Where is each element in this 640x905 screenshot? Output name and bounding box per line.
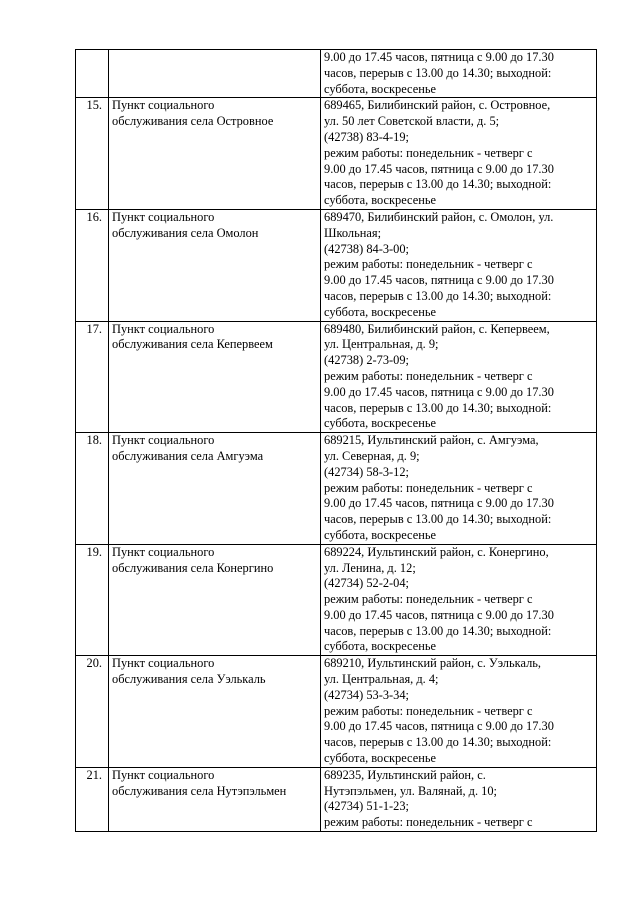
facility-address-line: суббота, воскресенье: [324, 304, 436, 319]
facility-address-line: режим работы: понедельник - четверг с: [324, 257, 533, 272]
facility-address-line: (42734) 53-3-34;: [324, 687, 409, 702]
facility-name-cell: [109, 767, 321, 831]
facility-name-line: Пункт социального: [112, 98, 215, 113]
facility-name-line: обслуживания села Амгуэма: [112, 448, 264, 463]
facility-address-line: часов, перерыв с 13.00 до 14.30; выходной:: [324, 735, 552, 750]
table-row: [76, 209, 597, 321]
facility-address-line: Нутэпэльмен, ул. Валянай, д. 10;: [324, 783, 497, 798]
facility-address-line: (42738) 84-3-00;: [324, 241, 409, 256]
facility-name-cell: [109, 544, 321, 656]
table-row: [76, 321, 597, 433]
facility-address-line: часов, перерыв с 13.00 до 14.30; выходной:: [324, 512, 552, 527]
facility-address-line: часов, перерыв с 13.00 до 14.30; выходной:: [324, 288, 552, 303]
facility-address-line: суббота, воскресенье: [324, 416, 436, 431]
facilities-table: [75, 49, 597, 832]
facility-address-line: 689235, Иультинский район, с.: [324, 767, 486, 782]
facility-name-line: Пункт социального: [112, 433, 215, 448]
facility-address-line: (42734) 52-2-04;: [324, 576, 409, 591]
facility-address-line: часов, перерыв с 13.00 до 14.30; выходной:: [324, 400, 552, 415]
facility-address-cell: [321, 50, 597, 98]
facility-address-line: режим работы: понедельник - четверг с: [324, 703, 533, 718]
facility-address-line: 9.00 до 17.45 часов, пятница с 9.00 до 17.30: [324, 161, 554, 176]
facility-name-line: обслуживания села Кепервеем: [112, 337, 273, 352]
table-row: [76, 656, 597, 768]
facility-address-cell: [321, 433, 597, 545]
facility-name-line: Пункт социального: [112, 321, 215, 336]
facility-name-line: Пункт социального: [112, 544, 215, 559]
facility-address-line: ул. 50 лет Советской власти, д. 5;: [324, 114, 500, 129]
facility-address-line: часов, перерыв с 13.00 до 14.30; выходной:: [324, 177, 552, 192]
facility-address-line: 689480, Билибинский район, с. Кепервеем,: [324, 321, 550, 336]
facility-address-line: (42734) 51-1-23;: [324, 799, 409, 814]
facility-address-line: 9.00 до 17.45 часов, пятница с 9.00 до 17.30: [324, 607, 554, 622]
table-row: [76, 98, 597, 210]
facility-address-line: 689224, Иультинский район, с. Конергино,: [324, 544, 549, 559]
row-number-cell: 15.: [76, 98, 109, 210]
facility-address-cell: [321, 767, 597, 831]
row-number-cell: 17.: [76, 321, 109, 433]
facility-name-line: обслуживания села Уэлькаль: [112, 672, 266, 687]
facility-address-line: (42738) 83-4-19;: [324, 129, 409, 144]
row-number-cell: 16.: [76, 209, 109, 321]
facility-name-line: обслуживания села Островное: [112, 114, 274, 129]
facility-address-line: суббота, воскресенье: [324, 751, 436, 766]
facility-name-cell: [109, 98, 321, 210]
table-row: [76, 544, 597, 656]
facility-address-line: режим работы: понедельник - четверг с: [324, 592, 533, 607]
facility-address-line: режим работы: понедельник - четверг с: [324, 145, 533, 160]
facility-name-line: обслуживания села Нутэпэльмен: [112, 783, 287, 798]
facility-address-line: 9.00 до 17.45 часов, пятница с 9.00 до 17.30: [324, 273, 554, 288]
facility-address-cell: [321, 656, 597, 768]
facility-address-cell: [321, 209, 597, 321]
facility-name-line: обслуживания села Омолон: [112, 225, 259, 240]
facility-name-cell: [109, 209, 321, 321]
facility-address-line: 9.00 до 17.45 часов, пятница с 9.00 до 17.30: [324, 496, 554, 511]
facility-name-cell: [109, 50, 321, 98]
row-number-cell: 21.: [76, 767, 109, 831]
facilities-table-body: [76, 50, 597, 832]
facility-address-line: суббота, воскресенье: [324, 193, 436, 208]
facility-address-line: 9.00 до 17.45 часов, пятница с 9.00 до 17.30: [324, 50, 554, 64]
facility-address-line: суббота, воскресенье: [324, 81, 436, 96]
facility-address-line: 689470, Билибинский район, с. Омолон, ул.: [324, 209, 554, 224]
facility-name-cell: [109, 321, 321, 433]
facility-name-cell: [109, 656, 321, 768]
facility-address-line: (42738) 2-73-09;: [324, 353, 409, 368]
facility-address-line: 689465, Билибинский район, с. Островное,: [324, 98, 551, 113]
facility-address-line: (42734) 58-3-12;: [324, 464, 409, 479]
row-number-cell: 18.: [76, 433, 109, 545]
facility-address-cell: [321, 321, 597, 433]
facility-address-cell: [321, 98, 597, 210]
facility-address-line: ул. Центральная, д. 9;: [324, 337, 439, 352]
facility-address-line: 9.00 до 17.45 часов, пятница с 9.00 до 17.30: [324, 719, 554, 734]
facility-address-cell: [321, 544, 597, 656]
facility-name-line: Пункт социального: [112, 209, 215, 224]
table-row: [76, 50, 597, 98]
facility-address-line: суббота, воскресенье: [324, 639, 436, 654]
facility-name-line: Пункт социального: [112, 656, 215, 671]
table-row: [76, 433, 597, 545]
facility-address-line: ул. Северная, д. 9;: [324, 448, 420, 463]
row-number-cell: 20.: [76, 656, 109, 768]
facility-name-line: Пункт социального: [112, 767, 215, 782]
facility-address-line: часов, перерыв с 13.00 до 14.30; выходной:: [324, 65, 552, 80]
facility-address-line: ул. Центральная, д. 4;: [324, 672, 439, 687]
facility-address-line: Школьная;: [324, 225, 382, 240]
facility-address-line: режим работы: понедельник - четверг с: [324, 368, 533, 383]
facility-address-line: режим работы: понедельник - четверг с: [324, 480, 533, 495]
row-number-cell: 19.: [76, 544, 109, 656]
row-number-cell: [76, 50, 109, 98]
facility-address-line: 689210, Иультинский район, с. Уэлькаль,: [324, 656, 541, 671]
facility-address-line: часов, перерыв с 13.00 до 14.30; выходной:: [324, 623, 552, 638]
facility-address-line: 689215, Иультинский район, с. Амгуэма,: [324, 433, 539, 448]
facility-address-line: ул. Ленина, д. 12;: [324, 560, 416, 575]
table-row: [76, 767, 597, 831]
facility-address-line: суббота, воскресенье: [324, 527, 436, 542]
facility-address-line: 9.00 до 17.45 часов, пятница с 9.00 до 17.30: [324, 384, 554, 399]
facility-name-cell: [109, 433, 321, 545]
facility-address-line: режим работы: понедельник - четверг с: [324, 815, 533, 830]
facility-name-line: обслуживания села Конергино: [112, 560, 274, 575]
